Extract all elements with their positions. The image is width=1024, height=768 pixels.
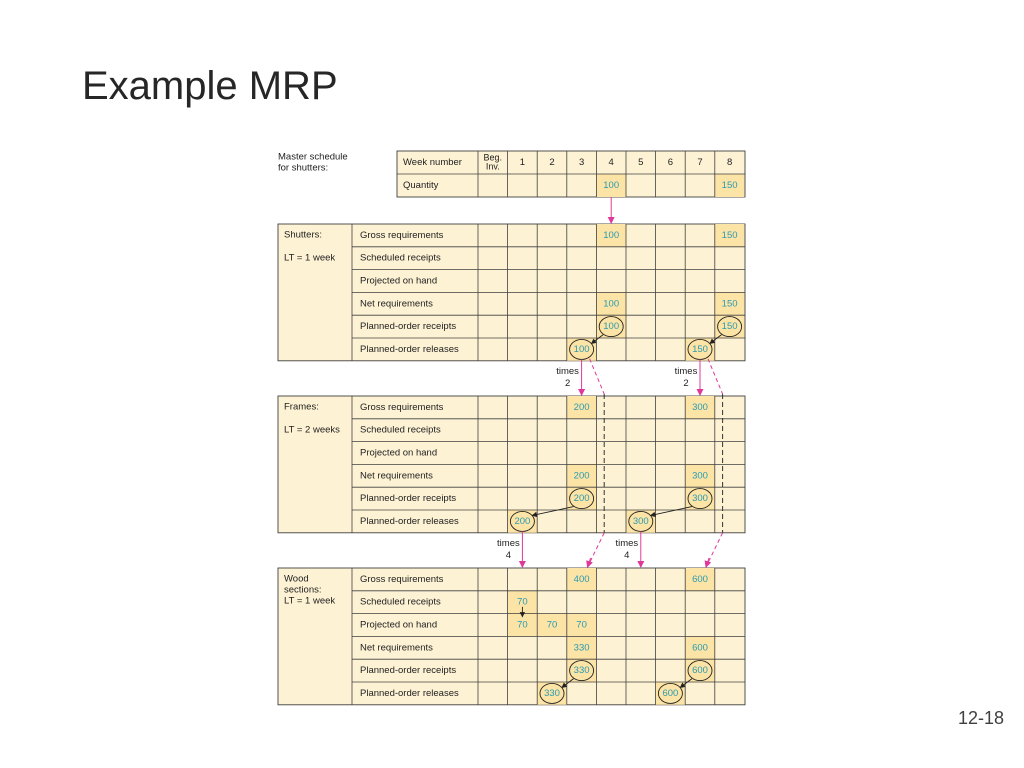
multiplier-factor: 2 bbox=[683, 377, 689, 389]
cell-value: 200 bbox=[514, 515, 531, 527]
row-label: Planned-order releases bbox=[360, 687, 459, 699]
cell-value: 150 bbox=[721, 229, 738, 241]
lead-time-label: LT = 2 weeks bbox=[284, 424, 340, 436]
cell-value: 200 bbox=[573, 493, 590, 505]
cell-value: 150 bbox=[692, 343, 708, 355]
lead-time-label: LT = 1 week bbox=[284, 595, 336, 607]
row-label: Gross requirements bbox=[360, 401, 444, 413]
dashed-guide bbox=[590, 359, 605, 394]
cell-value: 330 bbox=[573, 665, 590, 677]
cell-value: 600 bbox=[662, 687, 679, 699]
item-name: Wood bbox=[284, 573, 309, 585]
cell-value: 600 bbox=[692, 573, 708, 585]
cell-value: 100 bbox=[603, 229, 620, 241]
week-number: 4 bbox=[608, 157, 614, 169]
week-number: 1 bbox=[519, 157, 526, 169]
row-label: Planned-order receipts bbox=[360, 493, 457, 505]
cell-value: 300 bbox=[692, 470, 708, 482]
week-number: 2 bbox=[549, 157, 555, 169]
quantity-value: 100 bbox=[603, 180, 620, 192]
row-label: Net requirements bbox=[360, 642, 433, 654]
cell-value: 70 bbox=[576, 619, 587, 631]
row-label: Planned-order receipts bbox=[360, 665, 457, 677]
times-label: times bbox=[674, 365, 698, 377]
master-label: Master schedule bbox=[278, 151, 348, 163]
cell-value: 70 bbox=[517, 619, 528, 631]
multiplier-factor: 4 bbox=[624, 549, 630, 561]
row-label: Gross requirements bbox=[360, 229, 444, 241]
row-label: Projected on hand bbox=[360, 619, 438, 631]
cell-value: 100 bbox=[603, 321, 620, 333]
row-label: Planned-order releases bbox=[360, 515, 459, 527]
row-label: Planned-order releases bbox=[360, 343, 459, 355]
dashed-guide bbox=[706, 533, 723, 567]
item-name: Frames: bbox=[284, 401, 319, 413]
quantity-label: Quantity bbox=[403, 180, 439, 192]
cell-value: 100 bbox=[573, 343, 590, 355]
beg-inv-label: Beg. bbox=[483, 152, 503, 163]
dashed-guide bbox=[708, 359, 723, 394]
beg-inv-label: Inv. bbox=[485, 161, 500, 172]
cell-value: 100 bbox=[603, 298, 620, 310]
week-number: 3 bbox=[578, 157, 585, 169]
cell-value: 600 bbox=[692, 642, 708, 654]
cell-value: 150 bbox=[721, 321, 738, 333]
row-label: Net requirements bbox=[360, 470, 433, 482]
cell-value: 300 bbox=[692, 401, 708, 413]
cell-value: 70 bbox=[546, 619, 558, 631]
row-label: Scheduled receipts bbox=[360, 424, 441, 436]
row-label: Scheduled receipts bbox=[360, 252, 441, 264]
row-label: Planned-order receipts bbox=[360, 321, 457, 333]
cell-value: 200 bbox=[573, 401, 590, 413]
cell-value: 200 bbox=[573, 470, 590, 482]
dashed-guide bbox=[588, 533, 605, 567]
row-label: Projected on hand bbox=[360, 275, 438, 287]
page-number: 12-18 bbox=[957, 708, 1004, 728]
cell-value: 300 bbox=[632, 515, 649, 527]
item-name: Shutters: bbox=[284, 229, 323, 241]
cell-value: 330 bbox=[544, 687, 560, 699]
cell-value: 70 bbox=[517, 596, 528, 608]
week-number-label: Week number bbox=[403, 157, 462, 169]
row-label: Projected on hand bbox=[360, 447, 438, 459]
lead-time-label: LT = 1 week bbox=[284, 252, 336, 264]
week-number: 6 bbox=[667, 157, 674, 169]
times-label: times bbox=[556, 365, 579, 377]
week-number: 8 bbox=[726, 157, 733, 169]
cell-value: 330 bbox=[573, 642, 590, 654]
row-label: Scheduled receipts bbox=[360, 596, 441, 608]
explosion-arrow bbox=[706, 558, 709, 567]
cell-value: 400 bbox=[573, 573, 590, 585]
explosion-arrow bbox=[588, 558, 591, 567]
slide-title: Example MRP bbox=[82, 64, 338, 108]
multiplier-factor: 2 bbox=[564, 377, 571, 389]
multiplier-factor: 4 bbox=[505, 549, 512, 561]
times-label: times bbox=[615, 537, 639, 549]
row-label: Net requirements bbox=[360, 298, 433, 310]
times-label: times bbox=[497, 537, 520, 549]
week-number: 5 bbox=[638, 157, 644, 169]
master-label: for shutters: bbox=[278, 162, 329, 174]
quantity-value: 150 bbox=[721, 180, 738, 192]
week-number: 7 bbox=[697, 157, 703, 169]
cell-value: 150 bbox=[721, 298, 738, 310]
item-name: sections: bbox=[284, 584, 322, 596]
cell-value: 300 bbox=[692, 493, 708, 505]
row-label: Gross requirements bbox=[360, 573, 444, 585]
cell-value: 600 bbox=[692, 665, 708, 677]
